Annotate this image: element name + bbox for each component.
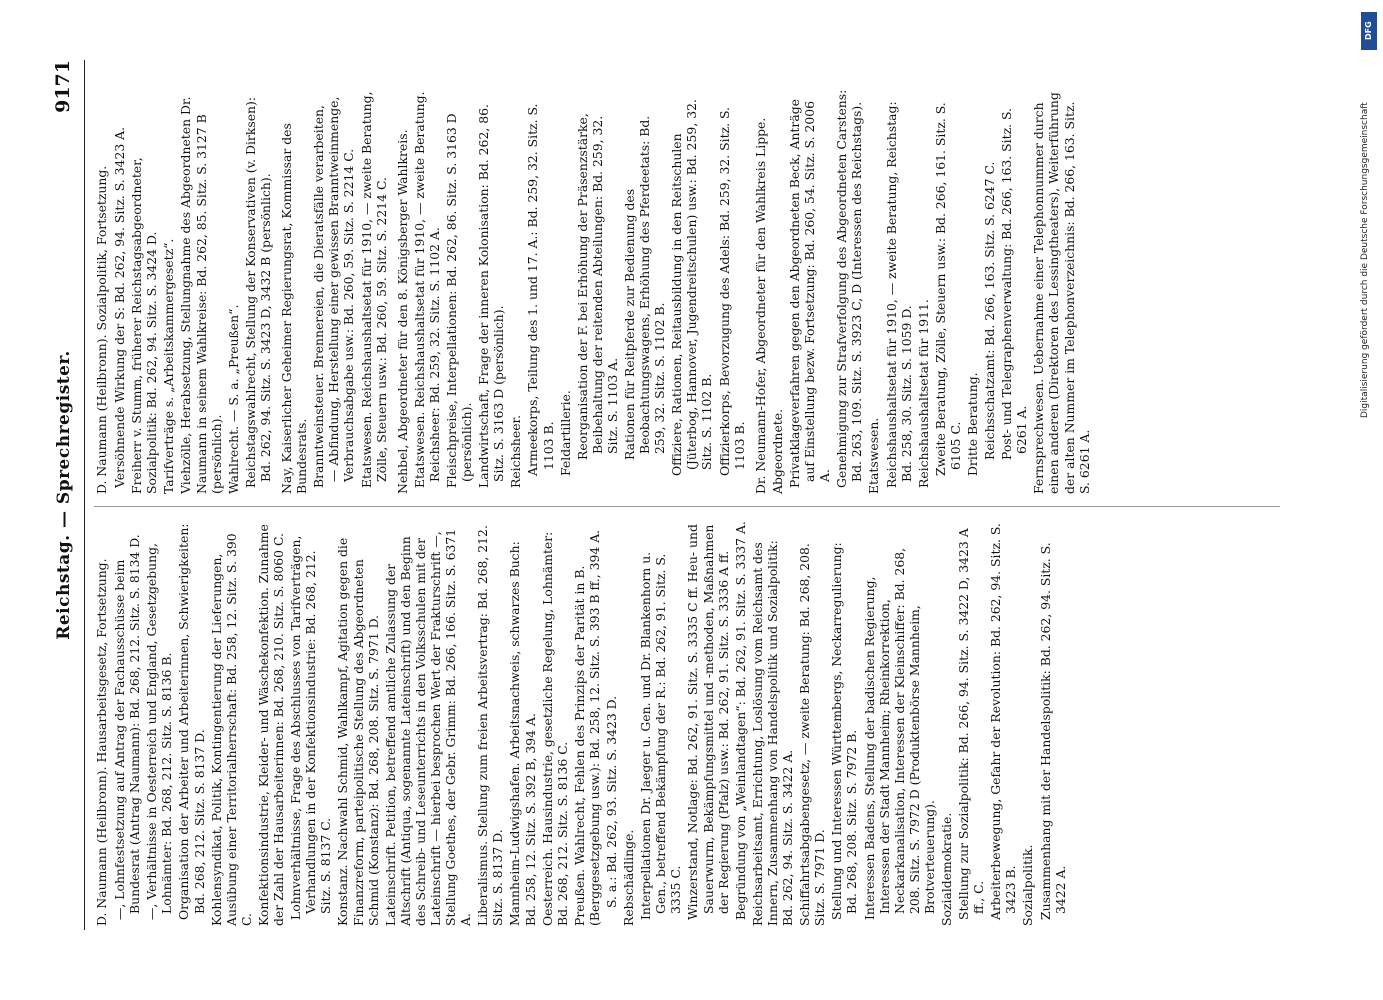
- left-column-head: D. Naumann (Heilbronn). Hausarbeitsgesetz, Fortsetzung.: [94, 558, 109, 926]
- index-entry: Konstanz. Nachwahl Schmid, Wahlkampf, Agitation gegen die Finanzreform, parteipolitische Stellung des Abgeordneten Schmid (Konstanz): Bd. 268, 208. Sitz. S. 7971 D.: [335, 537, 381, 926]
- left-column: [94, 521, 1070, 926]
- index-entry: Freiherr v. Stumm, früherer Reichstagsabgeordneter, Sozialpolitik: Bd. 262, 94. Sitz. S. 3424 D.: [129, 157, 160, 494]
- index-entry: Etatswesen.: [866, 417, 882, 494]
- index-entry: Oesterreich. Hausindustrie, gesetzliche Regelung, Lohnämter: Bd. 268, 212. Sitz. S. 8136 C.: [539, 531, 570, 926]
- index-entry: Feldartillerie.: [557, 390, 573, 476]
- index-entry: Rationen für Reitpferde zur Bedienung des Beobachtungswagens, Erhöhung des Pferdeetats: Bd. 259, 32. Sitz. S. 1102 B.: [622, 115, 668, 460]
- credit-text: Digitalisierung gefördert durch die Deutsche Forschungsgemeinschaft: [1360, 102, 1370, 418]
- index-entry: Reichshaushaltsetat für 1910, — zweite Beratung, Reichstag: Bd. 258, 30. Sitz. S. 1059 D.: [883, 101, 914, 488]
- index-entry: Reichshaushaltsetat für 1911.: [915, 299, 931, 488]
- index-entry: Schiffahrtsabgabengesetz, — zweite Beratung: Bd. 268, 208. Sitz. S. 7971 D.: [797, 543, 828, 926]
- index-entry: Sozialpolitik.: [1020, 844, 1036, 926]
- index-entry: Genehmigung zur Strafverfolgung des Abgeordneten Carstens: Bd. 263, 109. Sitz. S. 3923 C, D (Interessen des Reichstags).: [834, 89, 865, 488]
- index-entry: —, Verhältnisse in Oesterreich und England, Gesetzgebung, Lohnämter: Bd. 268, 212. Sitz. S. 8136 B.: [144, 543, 175, 920]
- column-divider: [94, 506, 1280, 507]
- index-entry: Liberalismus. Stellung zum freien Arbeitsvertrag: Bd. 268, 212. Sitz. S. 8137 D.: [475, 525, 506, 926]
- index-entry: Fleischpreise, Interpellationen: Bd. 262, 86. Sitz. S. 3163 D (persönlich).: [443, 113, 475, 488]
- index-entry: Reichstagswahlrecht, Stellung der Konservativen (v. Dirksen): Bd. 262, 94. Sitz. S. 3423 D, 3432 B (persönlich).: [242, 96, 273, 488]
- header-rule: [84, 60, 85, 930]
- index-entry: Viehzölle, Herabsetzung, Stellungnahme des Abgeordneten Dr. Naumann in seinem Wahlkreise: Bd. 262, 85. Sitz. S. 3127 B (persönlich).: [178, 96, 224, 494]
- index-entry: Mannheim-Ludwigshafen. Arbeitsnachweis, schwarzes Buch: Bd. 258, 12. Sitz. S. 392 B, 394 A.: [507, 541, 538, 926]
- index-entry: Organisation der Arbeiter und Arbeiterinnen, Schwierigkeiten: Bd. 268, 212. Sitz. S. 8137 D.: [176, 523, 207, 920]
- index-entry: Wahlrecht. — S. a. „Preußen“.: [225, 304, 241, 494]
- index-entry: Branntweinsteuer. Brennereien, die Dieratsfälle verarbeiten, — Abfindung, Herstellung einer gewissen Branntweinmenge, Verbrauchsabgabe usw.: Bd. 260, 59. Sitz. S. 2214 C.: [311, 96, 357, 488]
- index-entry: Abgeordnete.: [769, 408, 785, 494]
- index-entry: Interessen Badens, Stellung der badischen Regierung, Interessen der Stadt Mannheim; Rheinkorrektion, Neckarkanalisation, Interessen der Kleinschiffer: Bd. 268, 208. Sitz. S. 7972 D (Produktenbörse Mannheim, Brotverteuerung).: [861, 547, 937, 920]
- index-entry: Versöhnende Wirkung der S: Bd. 262, 94. Sitz. S. 3423 A.: [112, 126, 128, 488]
- index-entry: S. a.: Bd. 262, 93. Sitz. S. 3423 D.: [604, 695, 619, 908]
- index-entry: Fernsprechwesen. Uebernahme einer Telephonnummer durch einen anderen (Direktoren des Lessingtheaters), Weiterführung der alten Nummer im Telephonverzeichnis: Bd. 266, 163. Sitz. S. 6261 A.: [1031, 92, 1092, 494]
- index-entry: Offiziere, Rationen, Reitausbildung in den Reitschulen (Jüterbog, Hannover, Jugendreitschulen) usw.: Bd. 259, 32. Sitz. S. 1102 B.: [669, 99, 715, 476]
- index-entry: Etatswesen. Reichshaushaltsetat für 1910, — zweite Beratung, Zölle, Steuern usw.: Bd. 260, 59. Sitz. S. 2214 C.: [358, 91, 389, 488]
- index-entry: Privatklageverfahren gegen den Abgeordneten Beck, Anträge auf Einstellung bezw. Fortsetzung: Bd. 260, 54. Sitz. S. 2006 A.: [786, 99, 833, 488]
- index-entry: Lateinschrift. Petition, betreffend amtliche Zulassung der Altschrift (Antiqua, sogenannte Lateinschrift) und den Beginn des Schreib- und Leseunterrichts in den Volksschulen mit der Lateinschrift — hierbei besprochen Wert der Frakturschrift —, Stellung Goethes, der Gebr. Grimm: Bd. 266, 166. Sitz. S. 6371 A.: [382, 528, 474, 926]
- index-main-entry: Nay, Kaiserlicher Geheimer Regierungsrat, Kommissar des Bundesrats.: [279, 123, 310, 494]
- index-entry: Reichsschatzamt: Bd. 266, 163. Sitz. S. 6247 C.: [982, 161, 998, 460]
- index-entry: Post- und Telegraphenverwaltung: Bd. 266, 163. Sitz. S. 6261 A.: [999, 108, 1030, 460]
- index-main-entry: Dr. Neumann-Hofer, Abgeordneter für den Wahlkreis Lippe.: [752, 117, 768, 494]
- index-entry: Rebschädlinge.: [621, 829, 637, 926]
- index-entry: —, Lohnfestsetzung auf Antrag der Fachausschüsse beim Bundesrat (Antrag Naumann): Bd. 268, 212. Sitz. S. 8134 D.: [112, 534, 143, 920]
- right-column: [94, 89, 1094, 494]
- index-entry: Winzerstand, Notlage: Bd. 262, 91. Sitz. S. 3335 C ff. Heu- und Sauerwurm, Bekämpfungsmittel und -methoden, Maßnahmen der Regierung (Pfalz) usw.: Bd. 262, 91. Sitz. S. 3336 A ff.: [685, 524, 731, 920]
- index-entry: Dritte Beratung.: [964, 372, 980, 476]
- page-number: 9171: [52, 60, 74, 113]
- index-entry: Kohlensyndikat, Politik, Kontingentierung der Lieferungen, Ausübung einer Territorialherrschaft: Bd. 258, 12. Sitz. S. 390 C.: [208, 533, 254, 926]
- dfg-logo: DFG: [1361, 12, 1377, 50]
- index-entry: Interpellationen Dr. Jaeger u. Gen. und Dr. Blankenhorn u. Gen., betreffend Bekämpfung der R.: Bd. 262, 91. Sitz. S. 3335 C.: [638, 551, 684, 920]
- index-entry: Sozialdemokratie.: [938, 812, 954, 926]
- index-entry: Zweite Beratung, Zölle, Steuern usw.: Bd. 266, 161. Sitz. S. 6105 C.: [932, 102, 963, 476]
- index-entry: Reichsarbeitsamt, Errichtung, Loslösung vom Reichsamt des Innern, Zusammenhang von Handelspolitik und Sozialpolitik: Bd. 262, 94. Sitz. S. 3422 A.: [749, 540, 796, 926]
- right-entry-list: [112, 89, 1092, 494]
- index-entry: Begründung von „Weinlandtagen“: Bd. 262, 91. Sitz. S. 3337 A.: [732, 521, 748, 920]
- index-entry: Reichsheer.: [508, 414, 524, 488]
- index-main-entry: Nehbel, Abgeordneter für den 8. Königsberger Wahlkreis.: [394, 129, 410, 494]
- index-entry: Stellung zur Sozialpolitik: Bd. 266, 94. Sitz. S. 3422 D, 3423 A ff., C.: [956, 528, 987, 920]
- index-entry: Zusammenhang mit der Handelspolitik: Bd. 262, 94. Sitz. S. 3422 A.: [1037, 542, 1068, 920]
- index-entry: Offizierkorps, Bevorzugung des Adels: Bd. 259, 32. Sitz. S. 1103 B.: [716, 107, 747, 476]
- index-entry: Etatswesen. Reichshaushaltsetat für 1910, — zweite Beratung. Reichsheer: Bd. 259, 32. Sitz. S. 1102 A.: [411, 91, 442, 488]
- index-entry: Landwirtschaft, Frage der inneren Kolonisation: Bd. 262, 86. Sitz. S. 3163 D (persönlich).: [476, 104, 507, 488]
- running-head: [54, 60, 80, 930]
- digitization-credit: [1358, 8, 1380, 988]
- index-entry: Reorganisation der F. bei Erhöhung der Präsenzstärke, Beibehaltung der reitenden Abteilungen: Bd. 259, 32. Sitz. S. 1103 A.: [574, 113, 620, 460]
- index-entry: Armeekorps, Teilung des 1. und 17. A.: Bd. 259, 32. Sitz. S. 1103 B.: [525, 103, 556, 476]
- rotated-page: [10, 30, 1310, 970]
- index-entry: Stellung und Interessen Württembergs, Neckarregulierung: Bd. 268, 208. Sitz. S. 7972 B.: [829, 542, 860, 920]
- left-entry-list: [112, 521, 1068, 926]
- index-entry: Lohnverhältnisse, Frage des Abschlusses von Tarifverträgen, Verhandlungen in der Konfektionsindustrie: Bd. 268, 212. Sitz. S. 8137 C.: [288, 535, 334, 920]
- index-entry: Konfektionsindustrie, Kleider- und Wäschekonfektion. Zunahme der Zahl der Hausarbeiterinnen: Bd. 268, 210. Sitz. S. 8060 C.: [255, 524, 287, 926]
- index-entry: Tarifverträge s. „Arbeitskammergesetz“.: [161, 238, 177, 494]
- page-title: Reichstag. — Sprechregister.: [54, 350, 74, 640]
- index-entry: Preußen. Wahlrecht, Fehlen des Prinzips der Parität in B. (Berggesetzgebung usw.): Bd. 258, 12. Sitz. S. 393 B ff., 394 A.: [571, 529, 602, 926]
- right-column-head: D. Naumann (Heilbronn). Sozialpolitik, Fortsetzung.: [94, 165, 109, 494]
- index-entry: Arbeiterbewegung, Gefahr der Revolution: Bd. 262, 94. Sitz. S. 3423 B.: [988, 523, 1019, 920]
